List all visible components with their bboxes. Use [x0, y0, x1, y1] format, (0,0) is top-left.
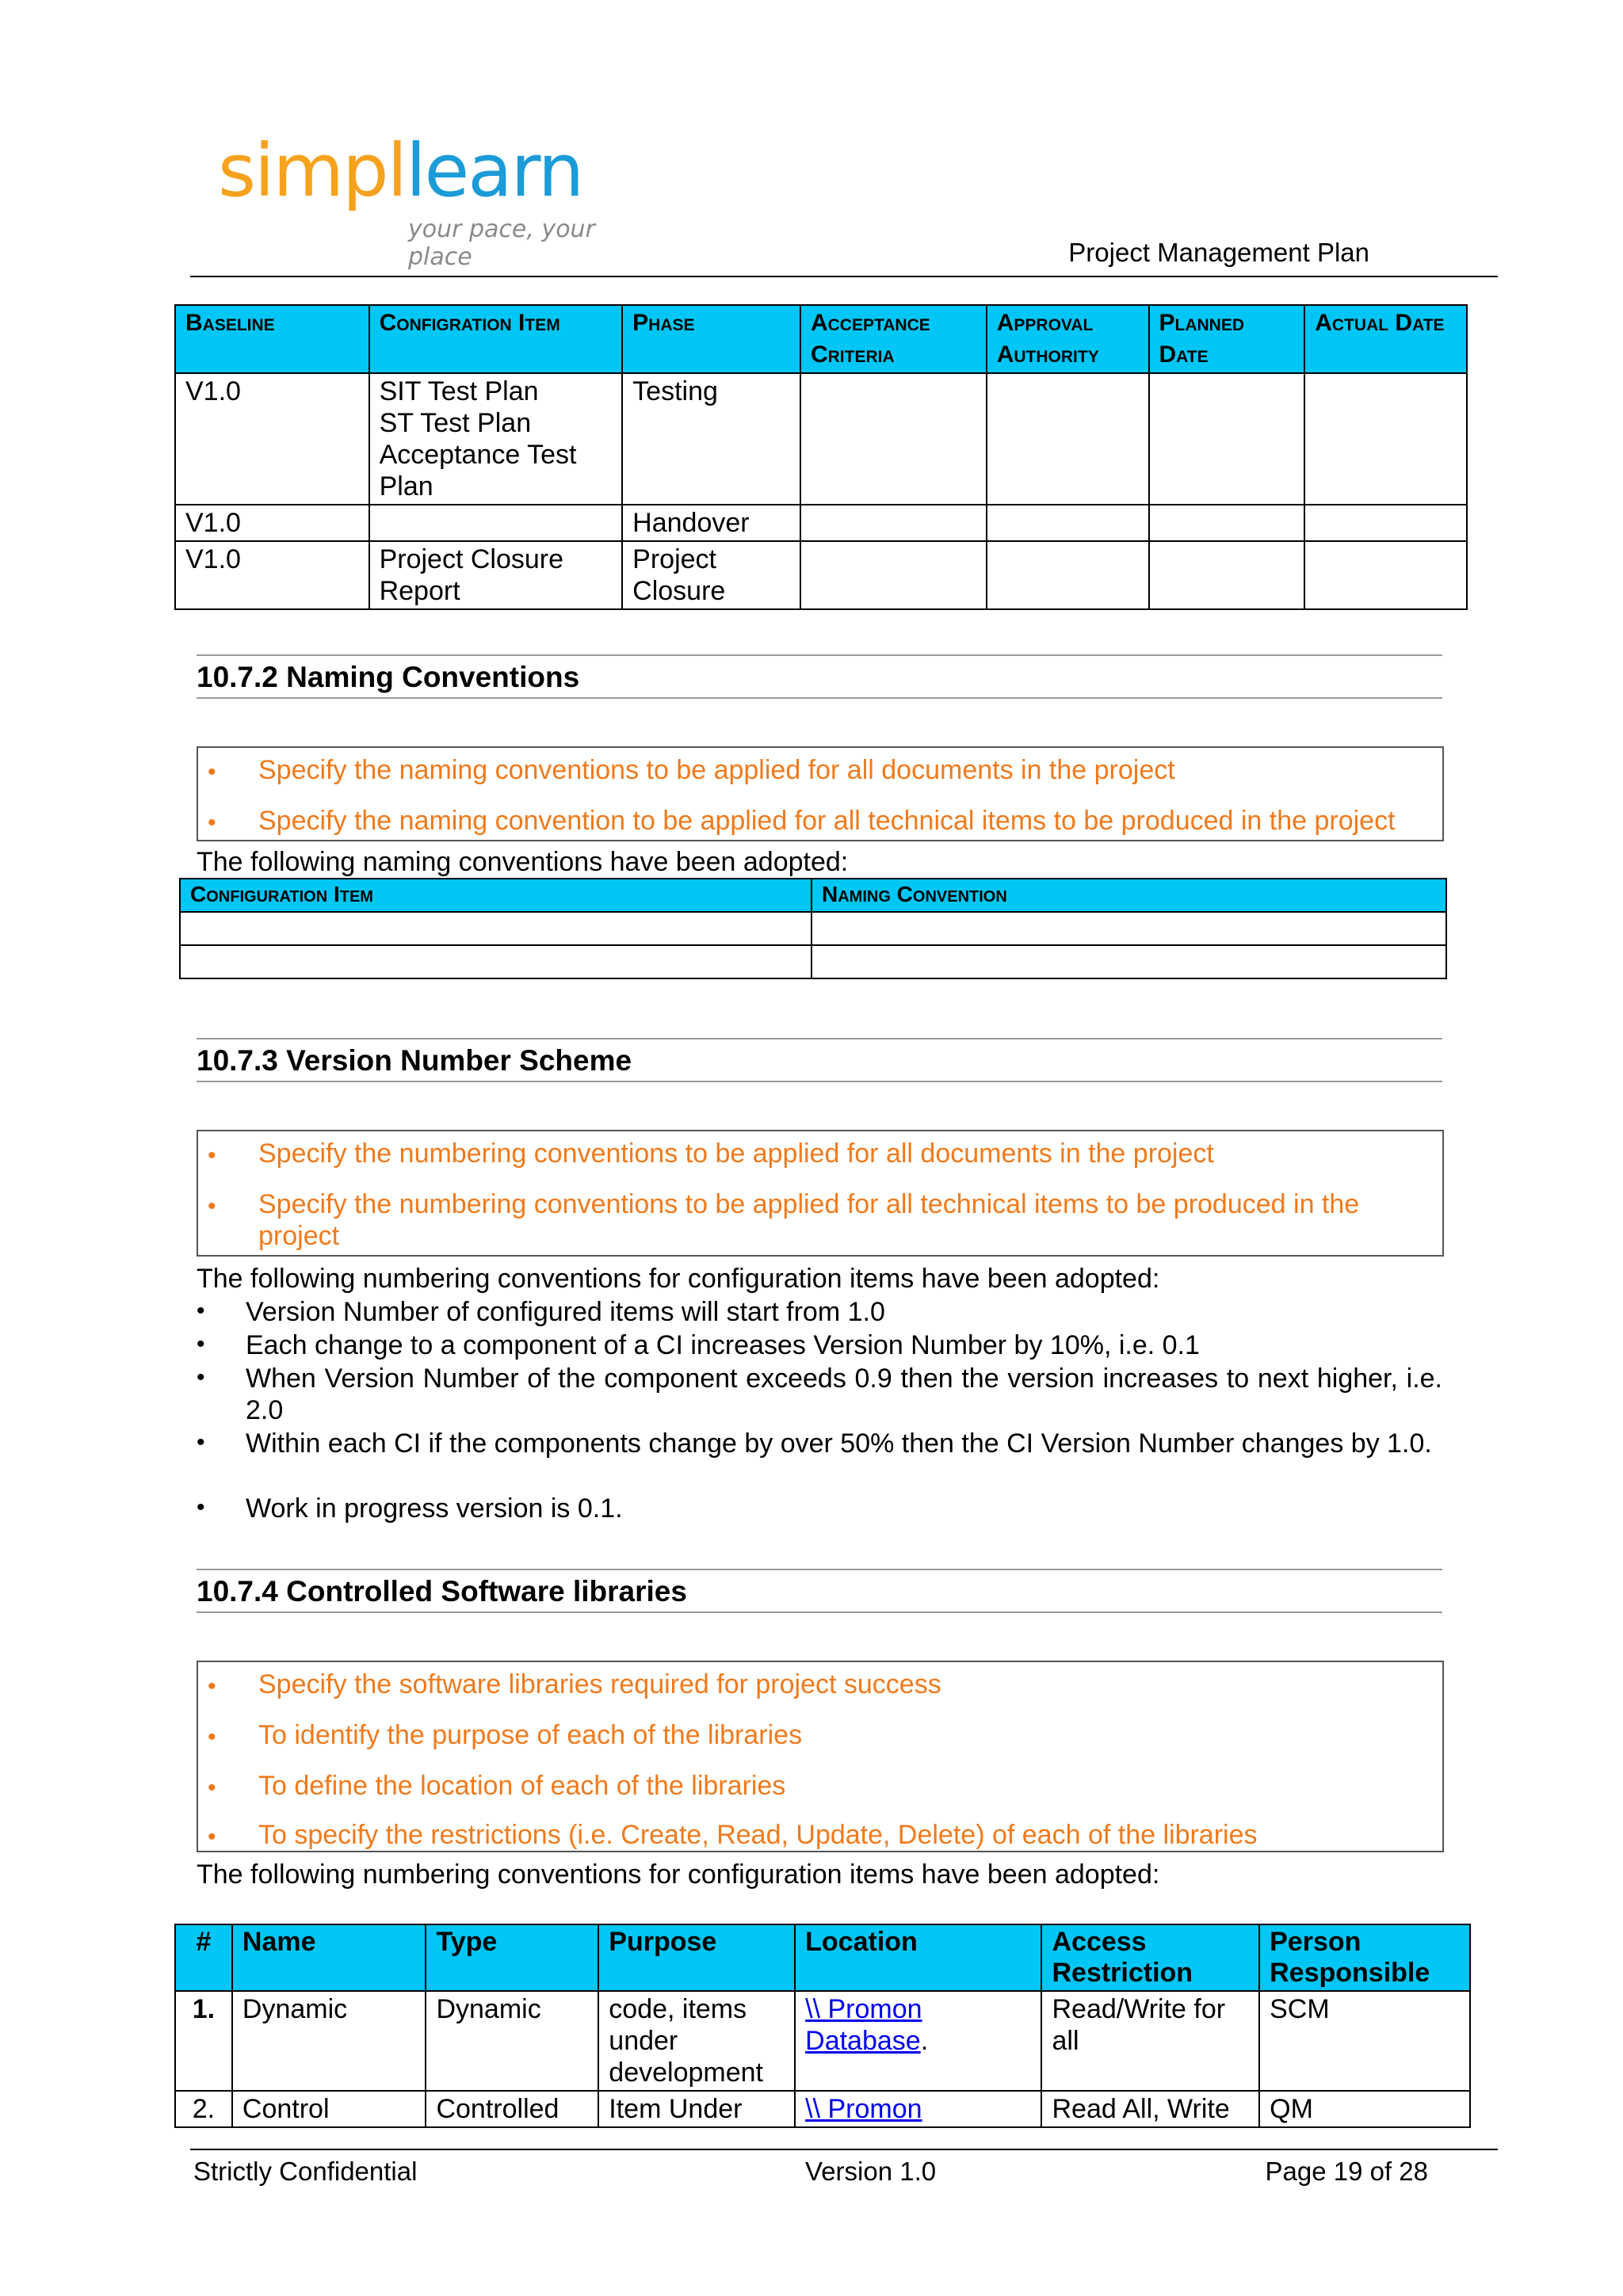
- table-cell: [800, 373, 987, 505]
- bullet-icon: •: [208, 810, 216, 836]
- bullet-icon: •: [197, 1429, 205, 1455]
- header-purpose: Purpose: [598, 1924, 795, 1991]
- library-purpose: Item Under: [598, 2091, 795, 2127]
- footer-version: Version 1.0: [805, 2157, 937, 2186]
- guidance-item: To specify the restrictions (i.e. Create, Read, Update, Delete) of each of the libraries: [258, 1820, 1258, 1850]
- table-cell: [1149, 505, 1305, 541]
- library-person: SCM: [1259, 1991, 1470, 2091]
- naming-table: [179, 878, 1447, 979]
- table-cell: V1.0: [175, 541, 369, 609]
- bullet-icon: •: [208, 1193, 216, 1219]
- library-access: Read All, Write: [1041, 2091, 1259, 2127]
- row-number: 1.: [175, 1991, 232, 2091]
- guidance-item: Specify the software libraries required for project success: [258, 1669, 941, 1699]
- table-cell: [987, 505, 1149, 541]
- library-purpose: code, items under development: [598, 1991, 795, 2091]
- header-approval-authority: Approval Authority: [987, 305, 1149, 373]
- list-item: Version Number of configured items will start from 1.0: [246, 1297, 885, 1327]
- header-configuration-item: Configration Item: [369, 305, 623, 373]
- library-person: QM: [1259, 2091, 1470, 2127]
- header-planned-date: Planned Date: [1149, 305, 1305, 373]
- logo-text-part1: simpl: [218, 128, 407, 213]
- library-name: Control: [232, 2091, 426, 2127]
- guidance-item: Specify the numbering conventions to be applied for all documents in the project: [258, 1138, 1214, 1169]
- guidance-item: To define the location of each of the libraries: [258, 1771, 786, 1801]
- section-rule: [197, 697, 1442, 699]
- table-cell: Project Closure: [622, 541, 800, 609]
- table-row: [175, 2091, 1470, 2127]
- location-link[interactable]: \\ Promon Database: [805, 1994, 922, 2056]
- bullet-icon: •: [197, 1364, 205, 1390]
- bullet-icon: •: [208, 1673, 216, 1699]
- table-row: [175, 541, 1467, 609]
- guidance-item: Specify the naming conventions to be applied for all documents in the project: [258, 755, 1175, 785]
- header-number: #: [175, 1924, 232, 1991]
- header-baseline: Baseline: [175, 305, 369, 373]
- baseline-table: [174, 304, 1468, 610]
- header-actual-date: Actual Date: [1304, 305, 1467, 373]
- table-cell: [1149, 373, 1305, 505]
- guidance-item: Specify the naming convention to be applied for all technical items to be produced in the project: [258, 806, 1396, 836]
- location-link[interactable]: \\ Promon: [805, 2094, 922, 2124]
- list-item: Work in progress version is 0.1.: [246, 1493, 623, 1524]
- document-title: Project Management Plan: [1068, 238, 1369, 267]
- table-cell: Project Closure Report: [369, 541, 623, 609]
- libraries-table: [174, 1924, 1471, 2128]
- logo-tagline: your pace, your place: [408, 215, 595, 271]
- table-cell: [1304, 505, 1467, 541]
- section-rule: [197, 1081, 1442, 1082]
- row-number: 2.: [175, 2091, 232, 2127]
- list-item: When Version Number of the component exceeds 0.9 then the version increases to next higher, i.e. 2.0: [246, 1363, 1442, 1425]
- bullet-icon: •: [208, 1824, 216, 1850]
- table-cell: [369, 505, 623, 541]
- header-configuration-item: Configuration Item: [180, 879, 812, 912]
- version-intro-text: The following numbering conventions for configuration items have been adopted:: [197, 1264, 1160, 1294]
- footer-rule: [190, 2149, 1498, 2150]
- bullet-icon: •: [208, 759, 216, 785]
- header-acceptance-criteria: Acceptance Criteria: [800, 305, 987, 373]
- list-item: Within each CI if the components change by over 50% then the CI Version Number changes by 1.0.: [246, 1428, 1432, 1459]
- table-cell: [800, 505, 987, 541]
- table-cell: [1149, 541, 1305, 609]
- footer-confidential: Strictly Confidential: [193, 2157, 418, 2186]
- header-phase: Phase: [622, 305, 800, 373]
- table-cell: [987, 541, 1149, 609]
- table-cell: [800, 541, 987, 609]
- bullet-icon: •: [197, 1298, 205, 1324]
- section-rule: [197, 654, 1442, 656]
- library-type: Controlled: [426, 2091, 598, 2127]
- table-cell: V1.0: [175, 505, 369, 541]
- library-location: [795, 1991, 1041, 2091]
- heading-naming-conventions: 10.7.2 Naming Conventions: [197, 661, 580, 693]
- section-rule: [197, 1038, 1442, 1039]
- bullet-icon: •: [208, 1142, 216, 1169]
- guidance-box-libraries: [197, 1661, 1444, 1852]
- footer-page-number: Page 19 of 28: [1265, 2157, 1428, 2186]
- libraries-intro-text: The following numbering conventions for configuration items have been adopted:: [197, 1859, 1160, 1890]
- table-cell: [1304, 541, 1467, 609]
- list-item: Each change to a component of a CI increases Version Number by 10%, i.e. 0.1: [246, 1330, 1200, 1360]
- table-cell: Testing: [622, 373, 800, 505]
- table-row: [175, 1991, 1470, 2091]
- heading-controlled-software-libraries: 10.7.4 Controlled Software libraries: [197, 1575, 687, 1608]
- table-row: [175, 505, 1467, 541]
- table-row: [175, 373, 1467, 505]
- table-cell: [180, 912, 812, 945]
- naming-intro-text: The following naming conventions have been adopted:: [197, 847, 849, 877]
- bullet-icon: •: [208, 1775, 216, 1801]
- guidance-box-version: [197, 1130, 1444, 1257]
- simplilearn-logo: [218, 128, 662, 271]
- heading-version-number-scheme: 10.7.3 Version Number Scheme: [197, 1044, 632, 1077]
- table-cell: Handover: [622, 505, 800, 541]
- header-person-responsible: Person Responsible: [1259, 1924, 1470, 1991]
- header-access-restriction: Access Restriction: [1041, 1924, 1259, 1991]
- guidance-item: Specify the numbering conventions to be applied for all technical items to be produced in the project: [258, 1189, 1360, 1251]
- logo-text-part2: learn: [406, 128, 583, 213]
- library-access: Read/Write for all: [1041, 1991, 1259, 2091]
- location-suffix: .: [920, 2026, 929, 2056]
- table-cell: [812, 912, 1446, 945]
- table-cell: [987, 373, 1149, 505]
- table-cell: SIT Test Plan ST Test Plan Acceptance Test Plan: [369, 373, 623, 505]
- library-type: Dynamic: [426, 1991, 598, 2091]
- header-naming-convention: Naming Convention: [812, 879, 1446, 912]
- header-name: Name: [232, 1924, 426, 1991]
- header-location: Location: [795, 1924, 1041, 1991]
- bullet-icon: •: [208, 1724, 216, 1750]
- bullet-icon: •: [197, 1494, 205, 1520]
- guidance-item: To identify the purpose of each of the libraries: [258, 1720, 803, 1750]
- table-row: [180, 912, 1446, 945]
- table-row: [180, 945, 1446, 978]
- table-cell: [1304, 373, 1467, 505]
- table-cell: [180, 945, 812, 978]
- header-type: Type: [426, 1924, 598, 1991]
- table-cell: [812, 945, 1446, 978]
- header-rule: [190, 276, 1498, 277]
- table-cell: V1.0: [175, 373, 369, 505]
- section-rule: [197, 1611, 1442, 1613]
- section-rule: [197, 1569, 1442, 1570]
- guidance-box-naming: [197, 746, 1444, 841]
- bullet-icon: •: [197, 1331, 205, 1357]
- library-name: Dynamic: [232, 1991, 426, 2091]
- library-location: [795, 2091, 1041, 2127]
